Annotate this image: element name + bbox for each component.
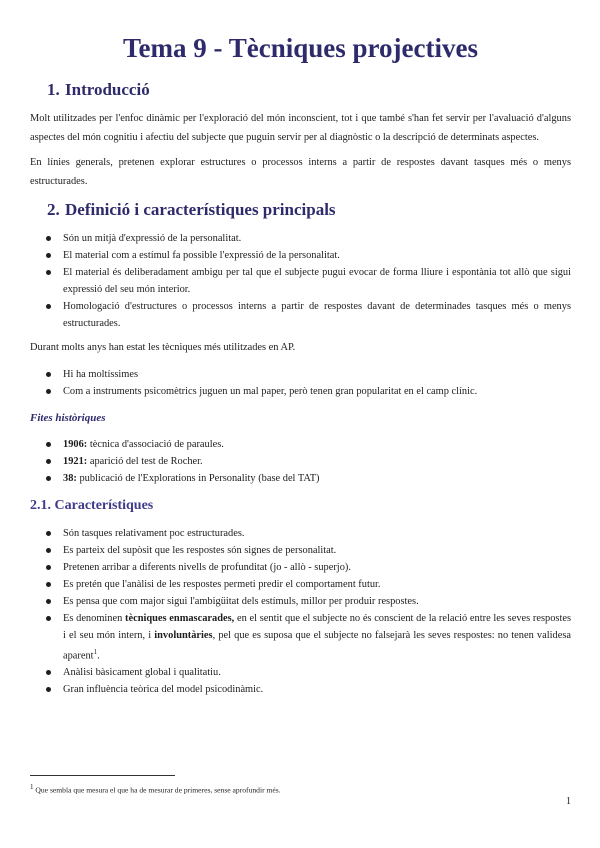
list-item: Gran influència teòrica del model psicodinàmic. [30,681,571,698]
section-heading-introduccio [47,79,150,101]
list-item: Es parteix del supòsit que les respostes són signes de personalitat. [30,542,571,559]
bullet-list [30,525,571,698]
list-item [30,436,571,453]
page-title: Tema 9 - Tècniques projectives [123,33,478,63]
list-item [30,453,571,470]
bold-term: involuntàries [154,630,213,641]
paragraph: En línies generals, pretenen explorar estructures o processos interns a partir de respostes davant tasques més o menys estructurades. [30,157,571,187]
milestone-list [30,436,571,487]
section-number: 2. [47,200,60,219]
list-item: Són tasques relativament poc estructurades. [30,525,571,542]
list-item [30,470,571,487]
list-item: Homologació d'estructures o processos interns a partir de respostes davant de determinades tasques més o menys estructurades. [30,298,571,332]
bold-term: tècniques enmascarades, [125,613,235,624]
section-number: 1. [47,80,60,99]
bullet-list [30,366,571,400]
bullet-list [30,230,571,332]
section-title: Introducció [65,80,150,99]
milestone-year: 1906: [63,439,88,450]
footnote [30,782,281,796]
milestone-text: tècnica d'associació de paraules. [87,439,224,450]
list-item: Pretenen arribar a diferents nivells de profunditat (jo - allò - superjo). [30,559,571,576]
milestone-year: 38: [63,473,77,484]
list-item: Es pensa que com major sigui l'ambigüitat dels estímuls, millor per produir respostes. [30,593,571,610]
milestone-text: aparició del test de Rocher. [87,456,203,467]
section-heading-definicio [47,199,336,221]
footnote-mark: 1 [30,783,34,791]
paragraph: Molt utilitzades per l'enfoc dinàmic per l'exploració del món inconscient, tot i que també s'han fet servir per l'avaluació d'alguns aspectes del món cognitiu i afectiu del subjecte que puguin servir per al diagnòstic o la descripció de determinats aspectes. [30,113,571,143]
list-item: Són un mitjà d'expressió de la personalitat. [30,230,571,247]
list-item: Com a instruments psicomètrics juguen un mal paper, però tenen gran popularitat en el camp clínic. [30,383,571,400]
list-item: El material com a estímul fa possible l'expressió de la personalitat. [30,247,571,264]
subheading-fites-historiques: Fites històriques [30,412,106,424]
footnote-divider [30,775,175,776]
page-number: 1 [566,796,571,807]
list-item: El material és deliberadament ambigu per tal que el subjecte pugui evocar de forma lliure i espontània tot allò que sigui expressió del seu món interior. [30,264,571,298]
milestone-year: 1921: [63,456,88,467]
subsection-heading-caracteristiques [30,497,153,515]
list-item: Anàlisi bàsicament global i qualitatiu. [30,664,571,681]
milestone-text: publicació de l'Explorations in Personality (base del TAT) [76,473,320,484]
footnote-reference[interactable]: 1 [93,648,98,656]
section-title: Definició i característiques principals [65,200,336,219]
list-item: Es denominen tècniques enmascarades, en el sentit que el subjecte no és conscient de la relació entre les seves respostes i el seu món intern, i involuntàries, pel que es suposa que el subjecte no falsejarà les seves respostes: no tenen validesa aparent$^1$. [30,610,571,664]
section-number: 2.1. [30,498,51,513]
list-item: Es pretén que l'anàlisi de les respostes permeti predir el comportament futur. [30,576,571,593]
paragraph: Durant molts anys han estat les tècniques més utilitzades en AP. [30,342,296,353]
section-title: Característiques [54,498,154,513]
list-item: Hi ha moltíssimes [30,366,571,383]
footnote-text: Que sembla que mesura el que ha de mesurar de primeres, sense aprofundir més. [33,785,281,795]
